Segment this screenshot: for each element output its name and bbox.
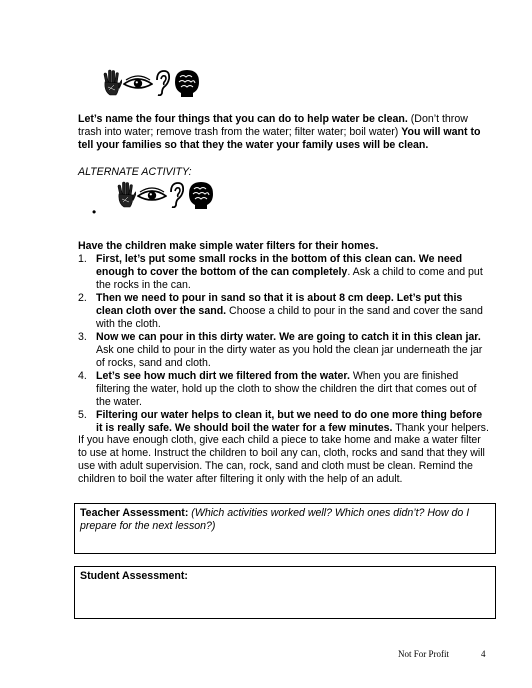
step-number: 2.: [78, 292, 87, 304]
intro-bold-b: You will want to tell your families so that they the water your family uses will be clean.: [78, 126, 481, 151]
list-item: [78, 292, 490, 331]
student-assessment-label: Student Assessment:: [80, 570, 188, 582]
hand-icon: [102, 69, 122, 97]
list-item: [78, 370, 490, 409]
step-bold: Let’s see how much dirt we filtered from the water.: [96, 370, 350, 382]
step-number: 1.: [78, 253, 87, 265]
step-bold: First, let’s put some small rocks in the bottom of this clean can. We need enough to cover the bottom of the can completely: [96, 253, 463, 278]
intro-text: (Don’t throw trash into water; remove trash from the water; filter water; boil water): [78, 113, 468, 138]
ear-icon: [154, 70, 170, 96]
step-bold: Now we can pour in this dirty water. We are going to catch it in this clean jar.: [96, 331, 481, 343]
list-item: [78, 409, 490, 435]
teacher-assessment-box[interactable]: [74, 503, 496, 554]
eye-icon: [137, 187, 167, 203]
ear-icon: [168, 182, 184, 208]
hand-icon: [116, 181, 136, 209]
footer-text: Not For Profit: [398, 649, 450, 659]
step-text: Thank your helpers.: [392, 422, 489, 434]
senses-icon-row-alternate: [116, 180, 215, 210]
page-number: 4: [481, 649, 486, 659]
list-item: [78, 253, 490, 292]
eye-icon: [123, 75, 153, 91]
list-item: [78, 331, 490, 370]
brain-head-icon: [185, 180, 215, 210]
brain-head-icon: [171, 68, 201, 98]
filters-heading: Have the children make simple water filters for their homes.: [78, 240, 379, 252]
step-text: . Ask a child to come and put the rocks in the can.: [96, 266, 483, 291]
closing-paragraph: If you have enough cloth, give each child a piece to take home and make a water filter to use at home. Instruct the children to boil any can, cloth, rocks and sand that they will use with adult supervision. The can, rock, sand and cloth must be clean. Remind the children to boil the water after filtering it only with the help of an adult.: [78, 434, 485, 485]
step-number: 3.: [78, 331, 87, 343]
step-number: 4.: [78, 370, 87, 382]
step-bold: Then we need to pour in sand so that it is about 8 cm deep. Let’s put this clean cloth over the sand.: [96, 292, 463, 317]
bullet-marker: •: [92, 205, 97, 219]
steps-list: [78, 253, 490, 435]
step-text: When you are finished filtering the water, hold up the cloth to show the children the dirt that comes out of the water.: [96, 370, 477, 408]
alternate-activity-label: ALTERNATE ACTIVITY:: [78, 166, 192, 178]
intro-bold-a: Let’s name the four things that you can do to help water be clean.: [78, 113, 408, 125]
step-bold: Filtering our water helps to clean it, but we need to do one more thing before it is really safe. We should boil the water for a few minutes.: [96, 409, 483, 434]
teacher-assessment-label: Teacher Assessment:: [80, 507, 189, 519]
student-assessment-box[interactable]: [74, 566, 496, 619]
teacher-assessment-prompt: (Which activities worked well? Which ones didn’t? How do I prepare for the next lesson?): [80, 507, 470, 532]
step-text: Ask one child to pour in the dirty water as you hold the clean jar underneath the jar of rocks, sand and cloth.: [96, 344, 483, 369]
senses-icon-row: [102, 68, 201, 98]
intro-paragraph: [78, 113, 490, 152]
step-text: Choose a child to pour in the sand and cover the sand with the cloth.: [96, 305, 483, 330]
step-number: 5.: [78, 409, 87, 421]
